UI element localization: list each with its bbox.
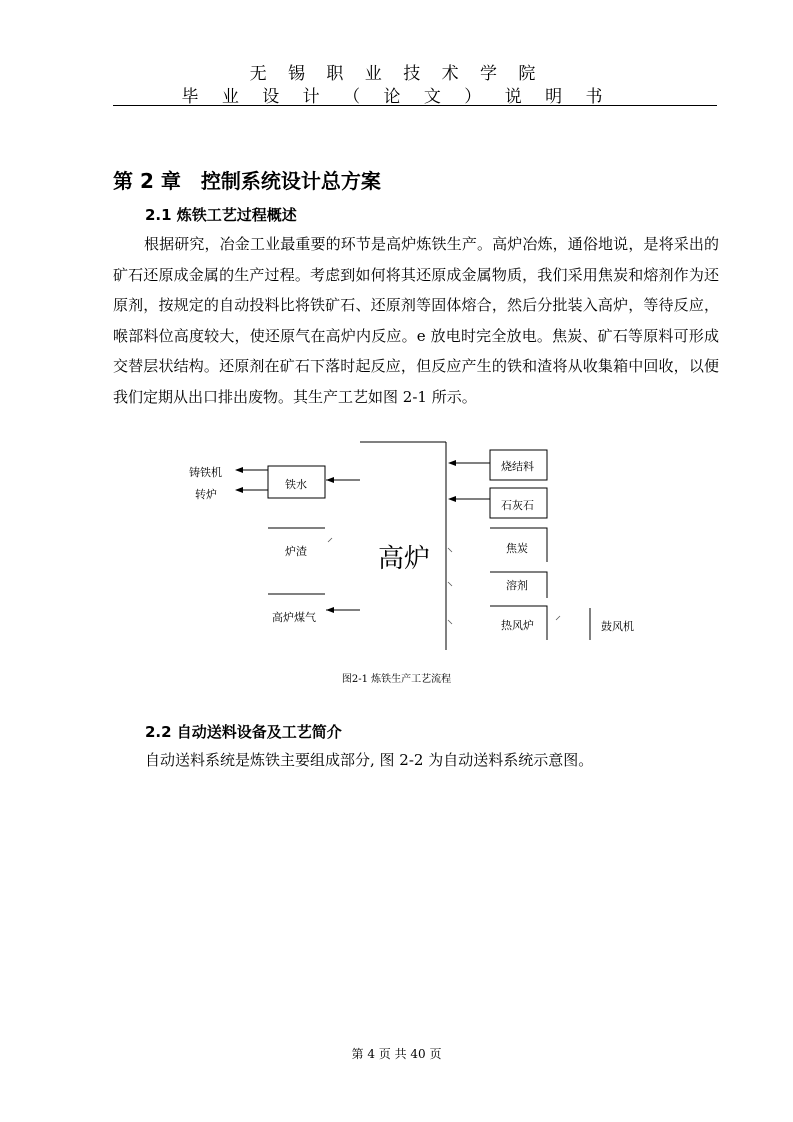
- chapter-number: 第 2 章: [113, 169, 181, 193]
- page-footer: 第 4 页 共 40 页: [351, 1047, 442, 1061]
- chapter-name: 控制系统设计总方案: [200, 169, 381, 193]
- flux-label: 溶剂: [506, 579, 528, 592]
- sinter-box: [490, 450, 547, 480]
- header-divider: [113, 105, 717, 106]
- coke-label: 焦炭: [506, 542, 528, 555]
- section-2-1-paragraph: 根据研究，冶金工业最重要的环节是高炉炼铁生产。高炉冶炼，通俗地说，是将采出的矿石还原成金属的生产过程。考虑到如何将其还原成金属物质，我们采用焦炭和熔剂作为还原剂，按规定的自动投料比将铁矿石、还原剂等固体熔合，然后分批装入高炉，等待反应，喉部料位高度较大，使还原气在高炉内反应。e 放电时完全放电。焦炭、矿石等原料可形成交替层状结构。还原剂在矿石下落时起反应，但反应产生的铁和渣将从收集箱中回收，以便我们定期从出口排出废物。其生产工艺如图 2-1 所示。: [113, 235, 719, 406]
- section-2-2-paragraph: 自动送料系统是炼铁主要组成部分, 图 2-2 为自动送料系统示意图。: [145, 751, 594, 769]
- figure-caption: 图2-1 炼铁生产工艺流程: [341, 674, 452, 685]
- blast-furnace-gas-label: 高炉煤气: [272, 611, 316, 624]
- limestone-label: 石灰石: [501, 499, 534, 512]
- slag-label: 炉渣: [285, 545, 307, 558]
- casting-machine-label: 铸铁机: [189, 466, 222, 479]
- chapter-title: [113, 165, 381, 194]
- hot-stove-box-edge: [490, 606, 547, 640]
- limestone-box: [490, 488, 547, 518]
- section-2-1-title: 2.1 炼铁工艺过程概述: [145, 206, 297, 224]
- molten-iron-box: [268, 466, 325, 498]
- coke-box-edge: [490, 528, 547, 562]
- hot-stove-label: 热风炉: [501, 619, 534, 632]
- header-doc-type: 毕 业 设 计 （ 论 文 ） 说 明 书: [181, 87, 612, 107]
- header-school-name: 无 锡 职 业 技 术 学 院: [249, 64, 544, 84]
- blast-furnace-label: 高炉: [378, 544, 431, 574]
- section-2-2-title: 2.2 自动送料设备及工艺简介: [145, 723, 342, 741]
- converter-label: 转炉: [195, 488, 217, 501]
- blower-label: 鼓风机: [601, 620, 634, 633]
- sinter-label: 烧结料: [501, 460, 534, 473]
- molten-iron-label: 铁水: [285, 478, 307, 491]
- flux-box-edge: [490, 572, 547, 598]
